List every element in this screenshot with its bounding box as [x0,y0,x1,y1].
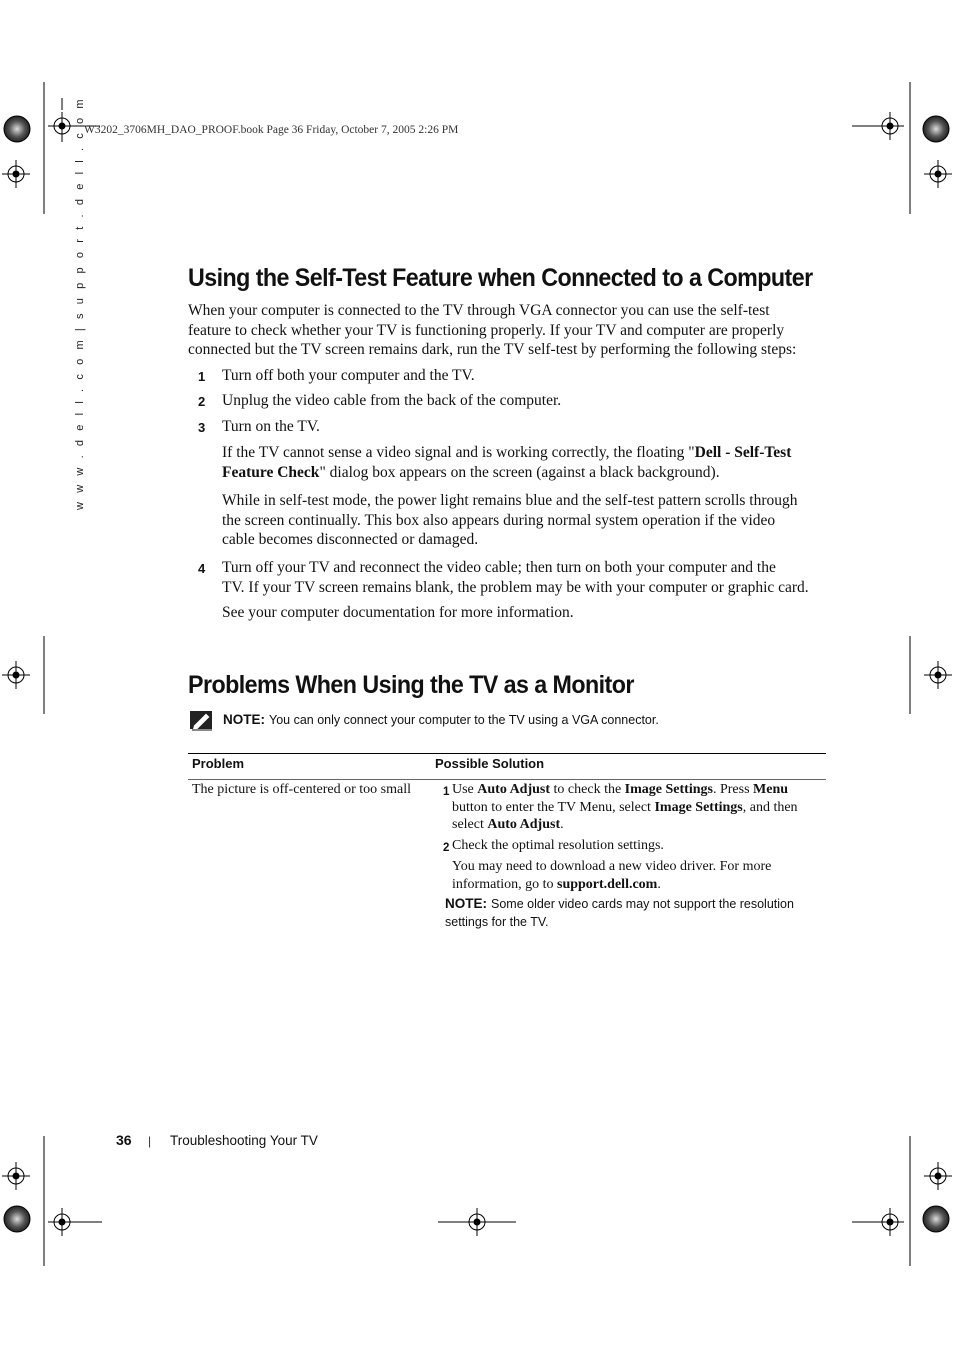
solution-1-text: Use Auto Adjust to check the Image Settings. Press Menu button to enter the TV Menu, select Image Settings, and then select Auto Adjust. [452,782,798,832]
page-number: 36 [116,1132,132,1148]
footer-chapter: Troubleshooting Your TV [170,1133,318,1148]
dialog-name: Dell - Self-Test [694,444,792,461]
self-test-heading: Using the Self-Test Feature when Connected to a Computer [188,264,813,292]
dialog-name-cont: Feature Check [222,463,320,481]
step-3-text: Turn on the TV. [222,418,320,435]
step-4-text: Turn off your TV and reconnect the video cable; then turn on both your computer and the TV. If your TV screen remains blank, the problem may be with your computer or graphic card. [222,559,809,596]
step-3-detail-1: If the TV cannot sense a video signal and is working correctly, the floating "Dell - Self-Test Feature Check" dialog box appears on the screen (against a black background). [222,444,792,481]
step-2-number: 2 [198,394,206,409]
side-url-text: w w w . d e l l . c o m | s u p p o r t . d e l l . c o m [74,96,86,510]
step-4-number: 4 [198,561,206,576]
table-top-rule [188,753,826,754]
solution-2-number: 2 [443,842,450,854]
table-cell-problem: The picture is off-centered or too small [192,782,411,797]
intro-line: When your computer is connected to the TV through VGA connector you can use the self-test [188,302,770,319]
solution-2-detail: You may need to download a new video driver. For more information, go to support.dell.com. [452,859,772,892]
table-note: NOTE: Some older video cards may not support the resolution settings for the TV. [445,896,794,929]
note-pencil-icon [190,709,214,731]
support-link[interactable]: support.dell.com [557,876,658,892]
table-header-rule [188,779,826,780]
note-connect [223,711,659,729]
note-text: You can only connect your computer to the TV using a VGA connector. [269,713,659,727]
side-url [60,96,100,530]
footer-separator: | [148,1134,152,1148]
col-header-solution: Possible Solution [435,756,545,771]
section-title-self-test [188,264,860,293]
section-title-problems [188,671,667,700]
intro-line: connected but the TV screen remains dark, run the TV self-test by performing the following steps: [188,341,797,358]
self-test-intro [188,301,838,360]
solution-2-text: Check the optimal resolution settings. [452,838,664,853]
step-1-number: 1 [198,369,206,384]
note-label: NOTE: [223,712,265,727]
step-2-text: Unplug the video cable from the back of the computer. [222,392,562,409]
step-3-number: 3 [198,420,206,435]
step-3-detail-2: While in self-test mode, the power light remains blue and the self-test pattern scrolls through the screen continually. This box also appears during normal system operation if the video cable becomes disconnected or damaged. [222,492,798,548]
step-1-text: Turn off both your computer and the TV. [222,367,475,384]
step-4-detail: See your computer documentation for more information. [222,604,574,621]
problems-heading: Problems When Using the TV as a Monitor [188,671,634,699]
proof-header: W3202_3706MH_DAO_PROOF.book Page 36 Friday, October 7, 2005 2:26 PM [84,124,459,136]
col-header-problem: Problem [192,756,245,771]
intro-line: feature to check whether your TV is functioning properly. If your TV and computer are properly [188,321,785,339]
solution-1-number: 1 [443,786,450,798]
